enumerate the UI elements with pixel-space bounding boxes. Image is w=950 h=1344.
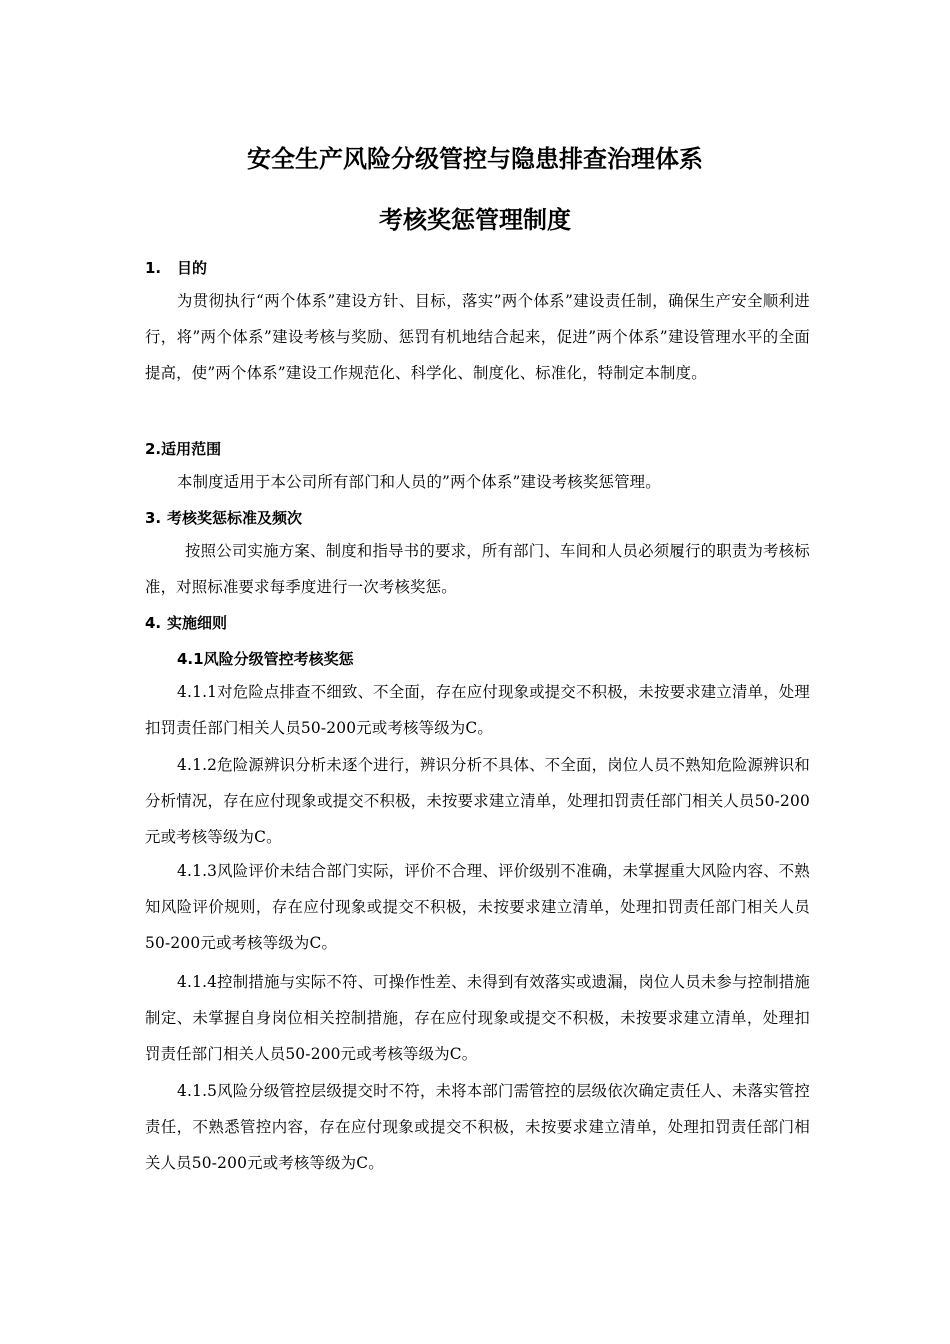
clause-4-1-2: 4.1.2危险源辨识分析未逐个进行，辨识分析不具体、不全面，岗位人员不熟知危险源辨识和分析情况，存在应付现象或提交不积极，未按要求建立清单，处理扣罚责任部门相关人员50-200元或考核等级为C。	[145, 756, 810, 846]
section-1-body: 为贯彻执行“两个体系”建设方针、目标，落实”两个体系”建设责任制，确保生产安全顺利进行，将”两个体系”建设考核与奖励、惩罚有机地结合起来，促进”两个体系”建设管理水平的全面提高，使”两个体系”建设工作规范化、科学化、制度化、标准化，特制定本制度。	[145, 292, 810, 382]
clause-4-1-5: 4.1.5风险分级管控层级提交时不符，未将本部门需管控的层级依次确定责任人、未落实管控责任，不熟悉管控内容，存在应付现象或提交不积极，未按要求建立清单，处理扣罚责任部门相关人员50-200元或考核等级为C。	[145, 1082, 810, 1172]
section-3-heading	[145, 507, 302, 529]
clause-4-1-4: 4.1.4控制措施与实际不符、可操作性差、未得到有效落实或遗漏，岗位人员未参与控制措施制定、未掌握自身岗位相关控制措施，存在应付现象或提交不积极，未按要求建立清单，处理扣罚责任部门相关人员50-200元或考核等级为C。	[145, 973, 810, 1063]
section-2-body: 本制度适用于本公司所有部门和人员的”两个体系”建设考核奖惩管理。	[177, 473, 661, 491]
section-1-title: 目的	[177, 259, 208, 277]
document-title-line1: 安全生产风险分级管控与隐患排查治理体系	[247, 145, 703, 173]
section-2-heading: 2.适用范围	[145, 440, 222, 458]
section-3-title: 考核奖惩标准及频次	[167, 509, 303, 527]
section-1-heading	[145, 257, 207, 279]
section-3-number: 3.	[145, 509, 162, 527]
document-title-line2: 考核奖惩管理制度	[379, 206, 571, 234]
section-4-heading	[145, 612, 227, 634]
section-4-title: 实施细则	[167, 614, 228, 632]
clause-4-1-3: 4.1.3风险评价未结合部门实际，评价不合理、评价级别不准确，未掌握重大风险内容、不熟知风险评价规则，存在应付现象或提交不积极，未按要求建立清单，处理扣罚责任部门相关人员50-200元或考核等级为C。	[145, 862, 810, 952]
section-1-number: 1.	[145, 259, 162, 277]
section-4-number: 4.	[145, 614, 162, 632]
section-4-1-heading: 4.1风险分级管控考核奖惩	[177, 650, 354, 668]
section-3-body: 按照公司实施方案、制度和指导书的要求，所有部门、车间和人员必须履行的职责为考核标准，对照标准要求每季度进行一次考核奖惩。	[145, 542, 810, 596]
clause-4-1-1: 4.1.1对危险点排查不细致、不全面，存在应付现象或提交不积极，未按要求建立清单，处理扣罚责任部门相关人员50-200元或考核等级为C。	[145, 683, 810, 737]
